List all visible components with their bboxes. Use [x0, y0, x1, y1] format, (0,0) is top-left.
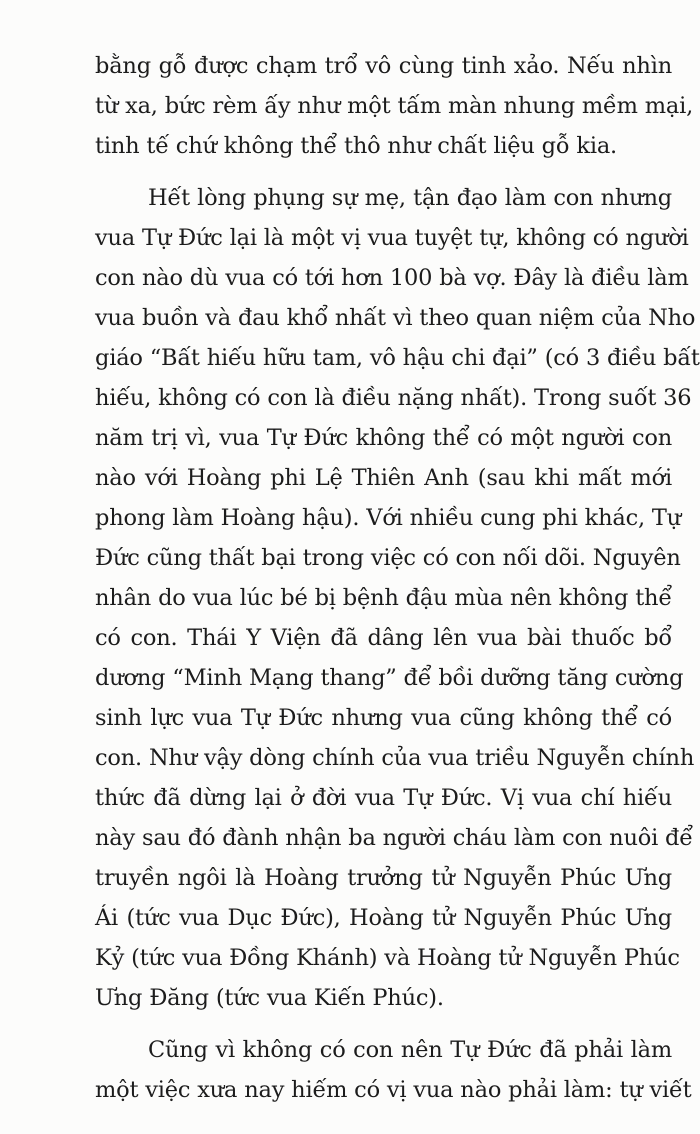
text-line: này sau đó đành nhận ba người cháu làm con nuôi để [95, 825, 693, 851]
text-line: Cũng vì không có con nên Tự Đức đã phải làm [148, 1037, 672, 1063]
text-line: giáo “Bất hiếu hữu tam, vô hậu chi đại” (có 3 điều bất [95, 345, 700, 371]
text-line: năm trị vì, vua Tự Đức không thể có một người con [95, 425, 672, 451]
text-line: con nào dù vua có tới hơn 100 bà vợ. Đây là điều làm [95, 265, 689, 291]
text-line: thức đã dừng lại ở đời vua Tự Đức. Vị vua chí hiếu [95, 785, 672, 811]
text-line: Ưng Đăng (tức vua Kiến Phúc). [95, 985, 444, 1011]
text-line: vua buồn và đau khổ nhất vì theo quan niệm của Nho [95, 305, 696, 331]
text-line: con. Như vậy dòng chính của vua triều Nguyễn chính [95, 745, 695, 771]
text-line: vua Tự Đức lại là một vị vua tuyệt tự, không có người [95, 225, 689, 251]
text-line: truyền ngôi là Hoàng trưởng tử Nguyễn Phúc Ưng [95, 865, 672, 891]
text-line: nhân do vua lúc bé bị bệnh đậu mùa nên không thể [95, 585, 672, 611]
text-line: có con. Thái Y Viện đã dâng lên vua bài thuốc bổ [95, 625, 672, 651]
text-line: một việc xưa nay hiếm có vị vua nào phải làm: tự viết [95, 1077, 692, 1103]
text-line: hiếu, không có con là điều nặng nhất). Trong suốt 36 [95, 385, 692, 411]
text-line: phong làm Hoàng hậu). Với nhiều cung phi khác, Tự [95, 505, 682, 531]
text-line: Kỷ (tức vua Đồng Khánh) và Hoàng tử Nguyễn Phúc [95, 945, 680, 971]
text-line: từ xa, bức rèm ấy như một tấm màn nhung mềm mại, [95, 93, 694, 119]
text-line: Đức cũng thất bại trong việc có con nối dõi. Nguyên [95, 545, 681, 571]
text-line: tinh tế chứ không thể thô như chất liệu gỗ kia. [95, 133, 617, 159]
text-line: Ái (tức vua Dục Đức), Hoàng tử Nguyễn Phúc Ưng [95, 905, 672, 931]
text-line: Hết lòng phụng sự mẹ, tận đạo làm con nhưng [148, 185, 672, 211]
text-line: sinh lực vua Tự Đức nhưng vua cũng không thể có [95, 705, 672, 731]
text-line: bằng gỗ được chạm trổ vô cùng tinh xảo. Nếu nhìn [95, 53, 672, 79]
text-line: nào với Hoàng phi Lệ Thiên Anh (sau khi mất mới [95, 465, 672, 491]
text-line: dương “Minh Mạng thang” để bồi dưỡng tăng cường [95, 665, 684, 691]
